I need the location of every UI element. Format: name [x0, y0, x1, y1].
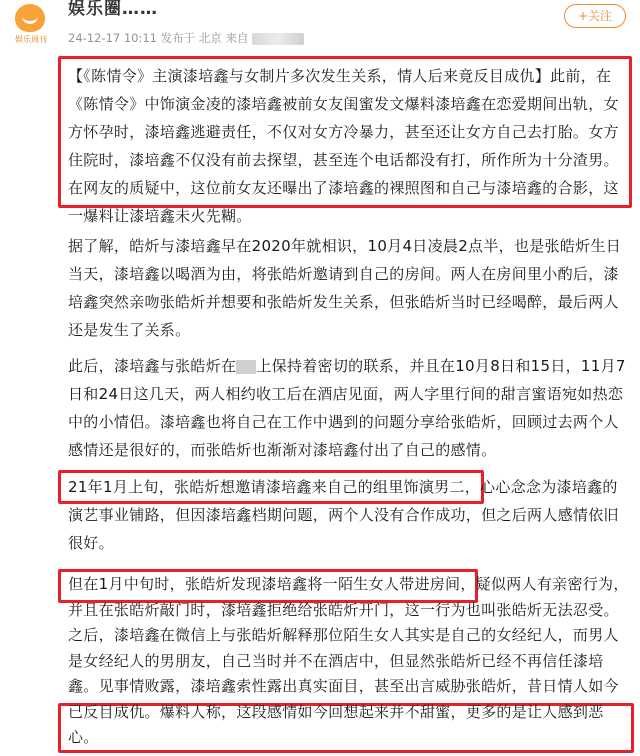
paragraph-3 — [68, 352, 632, 464]
post-meta — [68, 30, 304, 46]
published-location: 发布于 北京 — [160, 31, 222, 45]
paragraph-4: 21年1月上旬，张皓炘想邀请漆培鑫来自己的组里饰演男二，心心念念为漆培鑫的演艺事业铺路，但因漆培鑫档期问题，两个人没有合作成功，但之后两人感情依旧很好。 — [68, 478, 619, 552]
paragraph-2: 据了解，皓炘与漆培鑫早在2020年就相识，10月4日凌晨2点半，也是张皓炘生日当天，漆培鑫以喝酒为由，将张皓炘邀请到自己的房间。两人在房间里小酌后，漆培鑫突然亲吻张皓炘并想要和张皓炘发生关系，但张皓炘当时已经喝醉，最后两人还是发生了关系。 — [68, 237, 622, 339]
paragraph-3-rest: 上保持着密切的联系，并且在10月8日和15日，11月7日和24日这几天，两人相约收工后在酒店见面，两人字里行间的甜言蜜语宛如热恋中的小情侣。漆培鑫也将自己在工作中遇到的问题分享给张皓炘，回顾过去两个人感情还是很好的，而张皓炘也渐渐对漆培鑫付出了自己的感情。 — [68, 357, 626, 459]
avatar[interactable] — [6, 0, 56, 48]
blurred-source — [252, 33, 304, 45]
source-label: 来自 — [225, 31, 249, 45]
post-header — [0, 0, 640, 52]
blurred-word — [236, 360, 256, 374]
timestamp: 24-12-17 10:11 — [68, 31, 157, 45]
follow-button[interactable]: +关注 — [564, 4, 626, 28]
avatar-label: 娱乐周刊 — [15, 35, 47, 44]
paragraph-intro: 【《陈情令》主演漆培鑫与女制片多次发生关系，情人后来竟反目成仇】此前，在《陈情令》中饰演金凌的漆培鑫被前女友闺蜜发文爆料漆培鑫在恋爱期间出轨，女方怀孕时，漆培鑫逃避责任，不仅对女方冷暴力，甚至还让女方自己去打胎。女方住院时，漆培鑫不仅没有前去探望，甚至连个电话都没有打，所作所为十分渣男。在网友的质疑中，这位前女友还曝出了漆培鑫的裸照图和自己与漆培鑫的合影，这一爆料让漆培鑫未火先糊。 — [68, 67, 619, 225]
paragraph-5: 但在1月中旬时，张皓炘发现漆培鑫将一陌生女人带进房间，疑似两人有亲密行为，并且在张皓炘敲门时，漆培鑫拒绝给张皓炘开门，这一行为也叫张皓炘无法忍受。之后，漆培鑫在微信上与张皓炘解释那位陌生女人其实是自己的女经纪人，而男人是女经纪人的男朋友，自己当时并不在酒店中，但显然张皓炘已经不再信任漆培鑫。见事情败露，漆培鑫索性露出真实面目，甚至出言威胁张皓炘，昔日情人如今已反目成仇。爆料人称，这段感情如今回想起来并不甜蜜，更多的是让人感到恶心。 — [68, 575, 629, 746]
paragraph-3-start: 此后，漆培鑫与张皓炘在 — [68, 357, 237, 375]
username[interactable]: 娱乐圈…… — [68, 0, 158, 19]
logo-icon — [15, 4, 45, 32]
